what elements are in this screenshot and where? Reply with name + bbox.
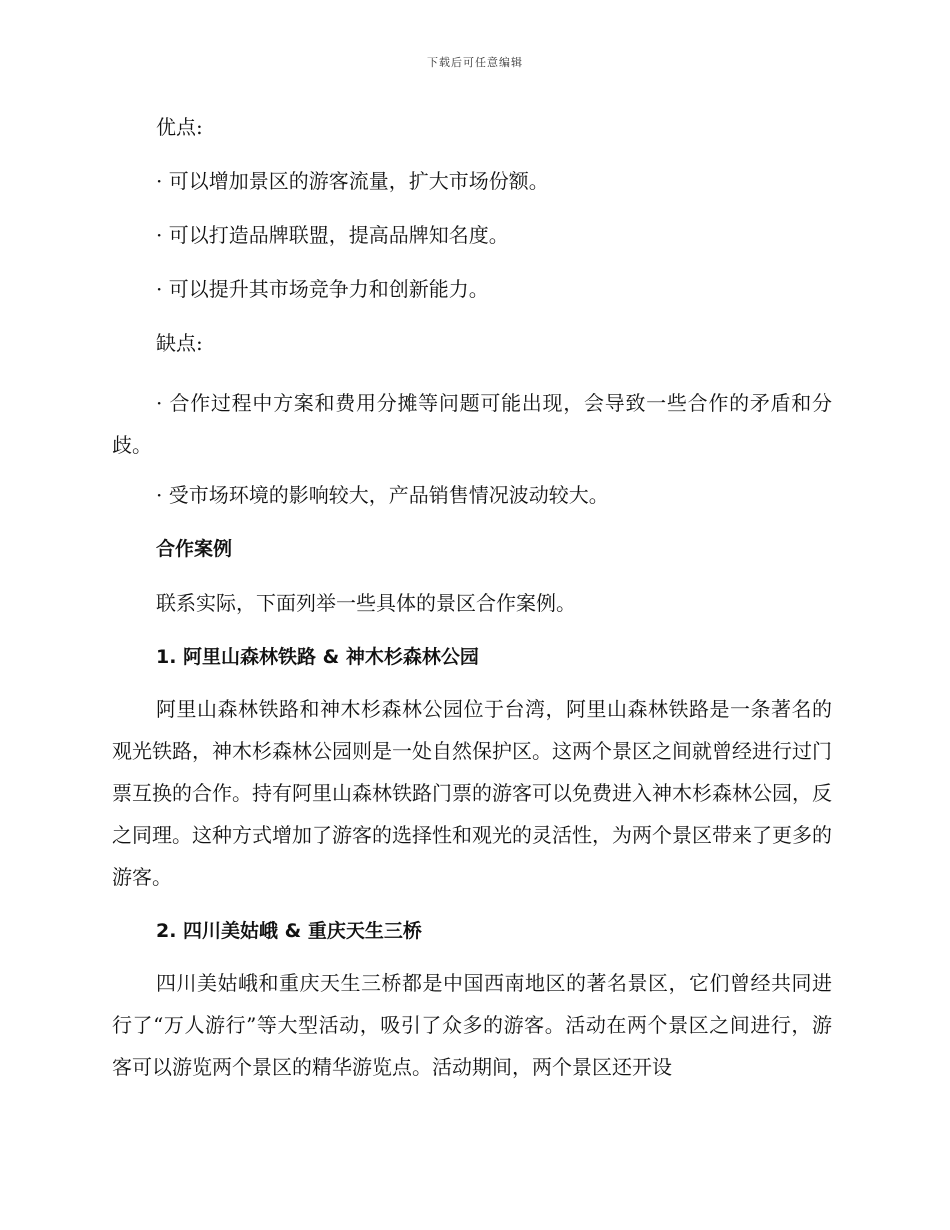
case-2-body: 四川美姑峨和重庆天生三桥都是中国西南地区的著名景区，它们曾经共同进行了“万人游行”等大型活动，吸引了众多的游客。活动在两个景区之间进行，游客可以游览两个景区的精华游览点。活动期间，两个景区还开设 bbox=[112, 971, 832, 1079]
advantage-item: · 可以增加景区的游客流量，扩大市场份额。 bbox=[156, 169, 549, 193]
case-2-title: 2. 四川美姑峨 & 重庆天生三桥 bbox=[156, 920, 422, 942]
advantage-item: · 可以打造品牌联盟，提高品牌知名度。 bbox=[156, 223, 509, 247]
disadvantages-label: 缺点: bbox=[156, 331, 203, 355]
cases-title: 合作案例 bbox=[156, 538, 233, 560]
case-1-body: 阿里山森林铁路和神木杉森林公园位于台湾，阿里山森林铁路是一条著名的观光铁路，神木杉森林公园则是一处自然保护区。这两个景区之间就曾经进行过门票互换的合作。持有阿里山森林铁路门票的游客可以免费进入神木杉森林公园，反之同理。这种方式增加了游客的选择性和观光的灵活性，为两个景区带来了更多的游客。 bbox=[112, 697, 832, 889]
cases-intro: 联系实际，下面列举一些具体的景区合作案例。 bbox=[156, 591, 576, 615]
disadvantage-item: · 合作过程中方案和费用分摊等问题可能出现，会导致一些合作的矛盾和分歧。 bbox=[112, 391, 832, 457]
case-1-title: 1. 阿里山森林铁路 & 神木杉森林公园 bbox=[156, 646, 479, 668]
document-content bbox=[112, 112, 832, 1088]
header-note: 下载后可任意编辑 bbox=[427, 56, 523, 69]
advantage-item: · 可以提升其市场竞争力和创新能力。 bbox=[156, 277, 489, 301]
advantages-label: 优点: bbox=[156, 115, 203, 139]
disadvantage-item: · 受市场环境的影响较大，产品销售情况波动较大。 bbox=[156, 483, 609, 507]
